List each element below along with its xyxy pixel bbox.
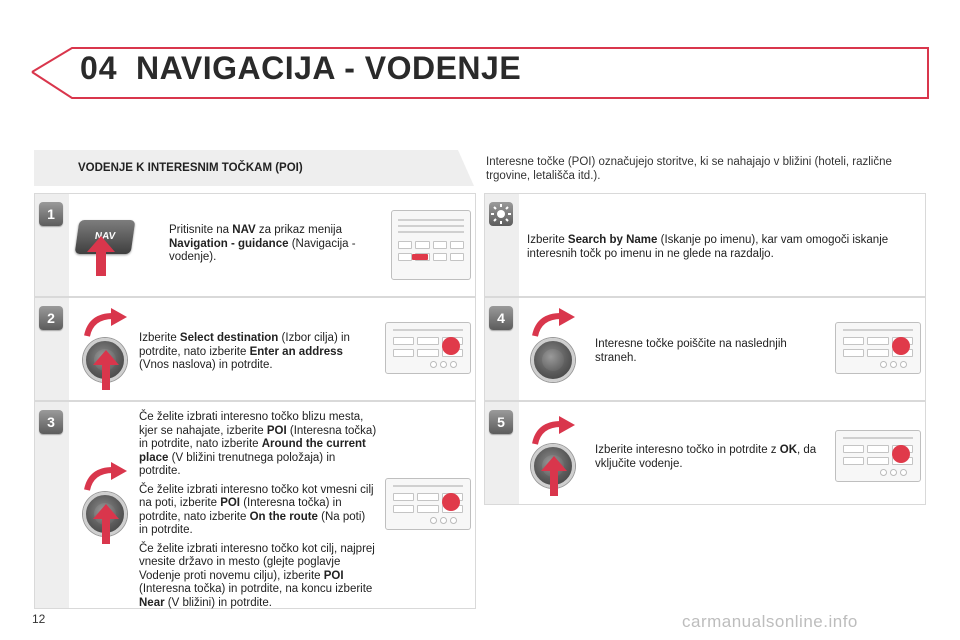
step-5-text: Izberite interesno točko in potrdite z OK, da vključite vodenje. <box>595 444 817 470</box>
section-title: VODENJE K INTERESNIM TOČKAM (POI) <box>78 162 303 174</box>
section-title-band <box>34 150 474 186</box>
dial-highlight <box>892 337 910 355</box>
step-3-paragraph-1: Če želite izbrati interesno točko blizu mesta, kjer se nahajate, izberite POI (Interesna točka) in potrdite, nato izberite Around the current place (V bližini trenutnega položaja) in potrdite. <box>139 411 377 477</box>
step-2-box <box>34 297 476 401</box>
dial-knob-icon <box>531 338 575 382</box>
page-number: 12 <box>32 612 46 626</box>
section-intro: Interesne točke (POI) označujejo storitve, ki se nahajajo v bližini (hoteli, različne trgovine, letališča itd.). <box>486 156 892 182</box>
step-4-text: Interesne točke poiščite na naslednjih straneh. <box>595 338 787 364</box>
chapter-number: 04 <box>80 50 118 86</box>
dial-highlight <box>442 337 460 355</box>
step-4-badge: 4 <box>489 306 513 330</box>
step-4-box <box>484 297 926 401</box>
radio-unit-illustration <box>385 478 471 530</box>
dial-highlight <box>892 445 910 463</box>
step-1-badge: 1 <box>39 202 63 226</box>
rotate-arrow-icon <box>83 308 129 338</box>
radio-unit-illustration <box>391 210 471 280</box>
tip-text: Izberite Search by Name (Iskanje po imenu), kar vam omogoči iskanje interesnih točk po imenu in ne glede na razdaljo. <box>527 234 889 260</box>
sun-icon <box>489 202 513 226</box>
press-arrow-icon <box>87 236 115 276</box>
section-title-fold <box>458 150 474 186</box>
step-1-box <box>34 193 476 297</box>
step-1-text: Pritisnite na NAV za prikaz menija Navigation - guidance (Navigacija - vodenje). <box>169 224 356 263</box>
step-2-badge: 2 <box>39 306 63 330</box>
rotate-arrow-icon <box>531 416 577 446</box>
nav-button-highlight <box>412 254 428 260</box>
tip-box <box>484 193 926 297</box>
rotate-arrow-icon <box>531 308 577 338</box>
watermark: carmanualsonline.info <box>682 612 858 631</box>
nav-key-icon: NAV <box>75 220 136 254</box>
step-5-box <box>484 401 926 505</box>
tip-badge <box>489 202 513 226</box>
radio-unit-illustration <box>835 430 921 482</box>
step-5-badge: 5 <box>489 410 513 434</box>
dial-highlight <box>442 493 460 511</box>
step-3-paragraph-3: Če želite izbrati interesno točko kot cilj, najprej vnesite državo in mesto (glejte poglavje Vodenje proti novemu cilju), izberite POI (Interesna točka) in potrdite, na koncu izberite Near (V bližini) in potrdite. <box>139 542 375 609</box>
chapter-title: NAVIGACIJA - VODENJE <box>136 50 522 86</box>
rotate-arrow-icon <box>83 462 129 492</box>
step-3-box <box>34 401 476 609</box>
press-arrow-icon <box>93 350 119 390</box>
step-2-text: Izberite Select destination (Izbor cilja) in potrdite, nato izberite Enter an address (Vnos naslova) in potrdite. <box>139 332 350 371</box>
radio-unit-illustration <box>385 322 471 374</box>
press-arrow-icon <box>93 504 119 544</box>
step-3-text <box>139 411 377 615</box>
step-3-badge: 3 <box>39 410 63 434</box>
step-3-paragraph-2: Če želite izbrati interesno točko kot vmesni cilj na poti, izberite POI (Interesna točka) in potrdite, nato izberite On the route (Na poti) in potrdite. <box>139 483 374 536</box>
press-arrow-icon <box>541 456 567 496</box>
radio-unit-illustration <box>835 322 921 374</box>
